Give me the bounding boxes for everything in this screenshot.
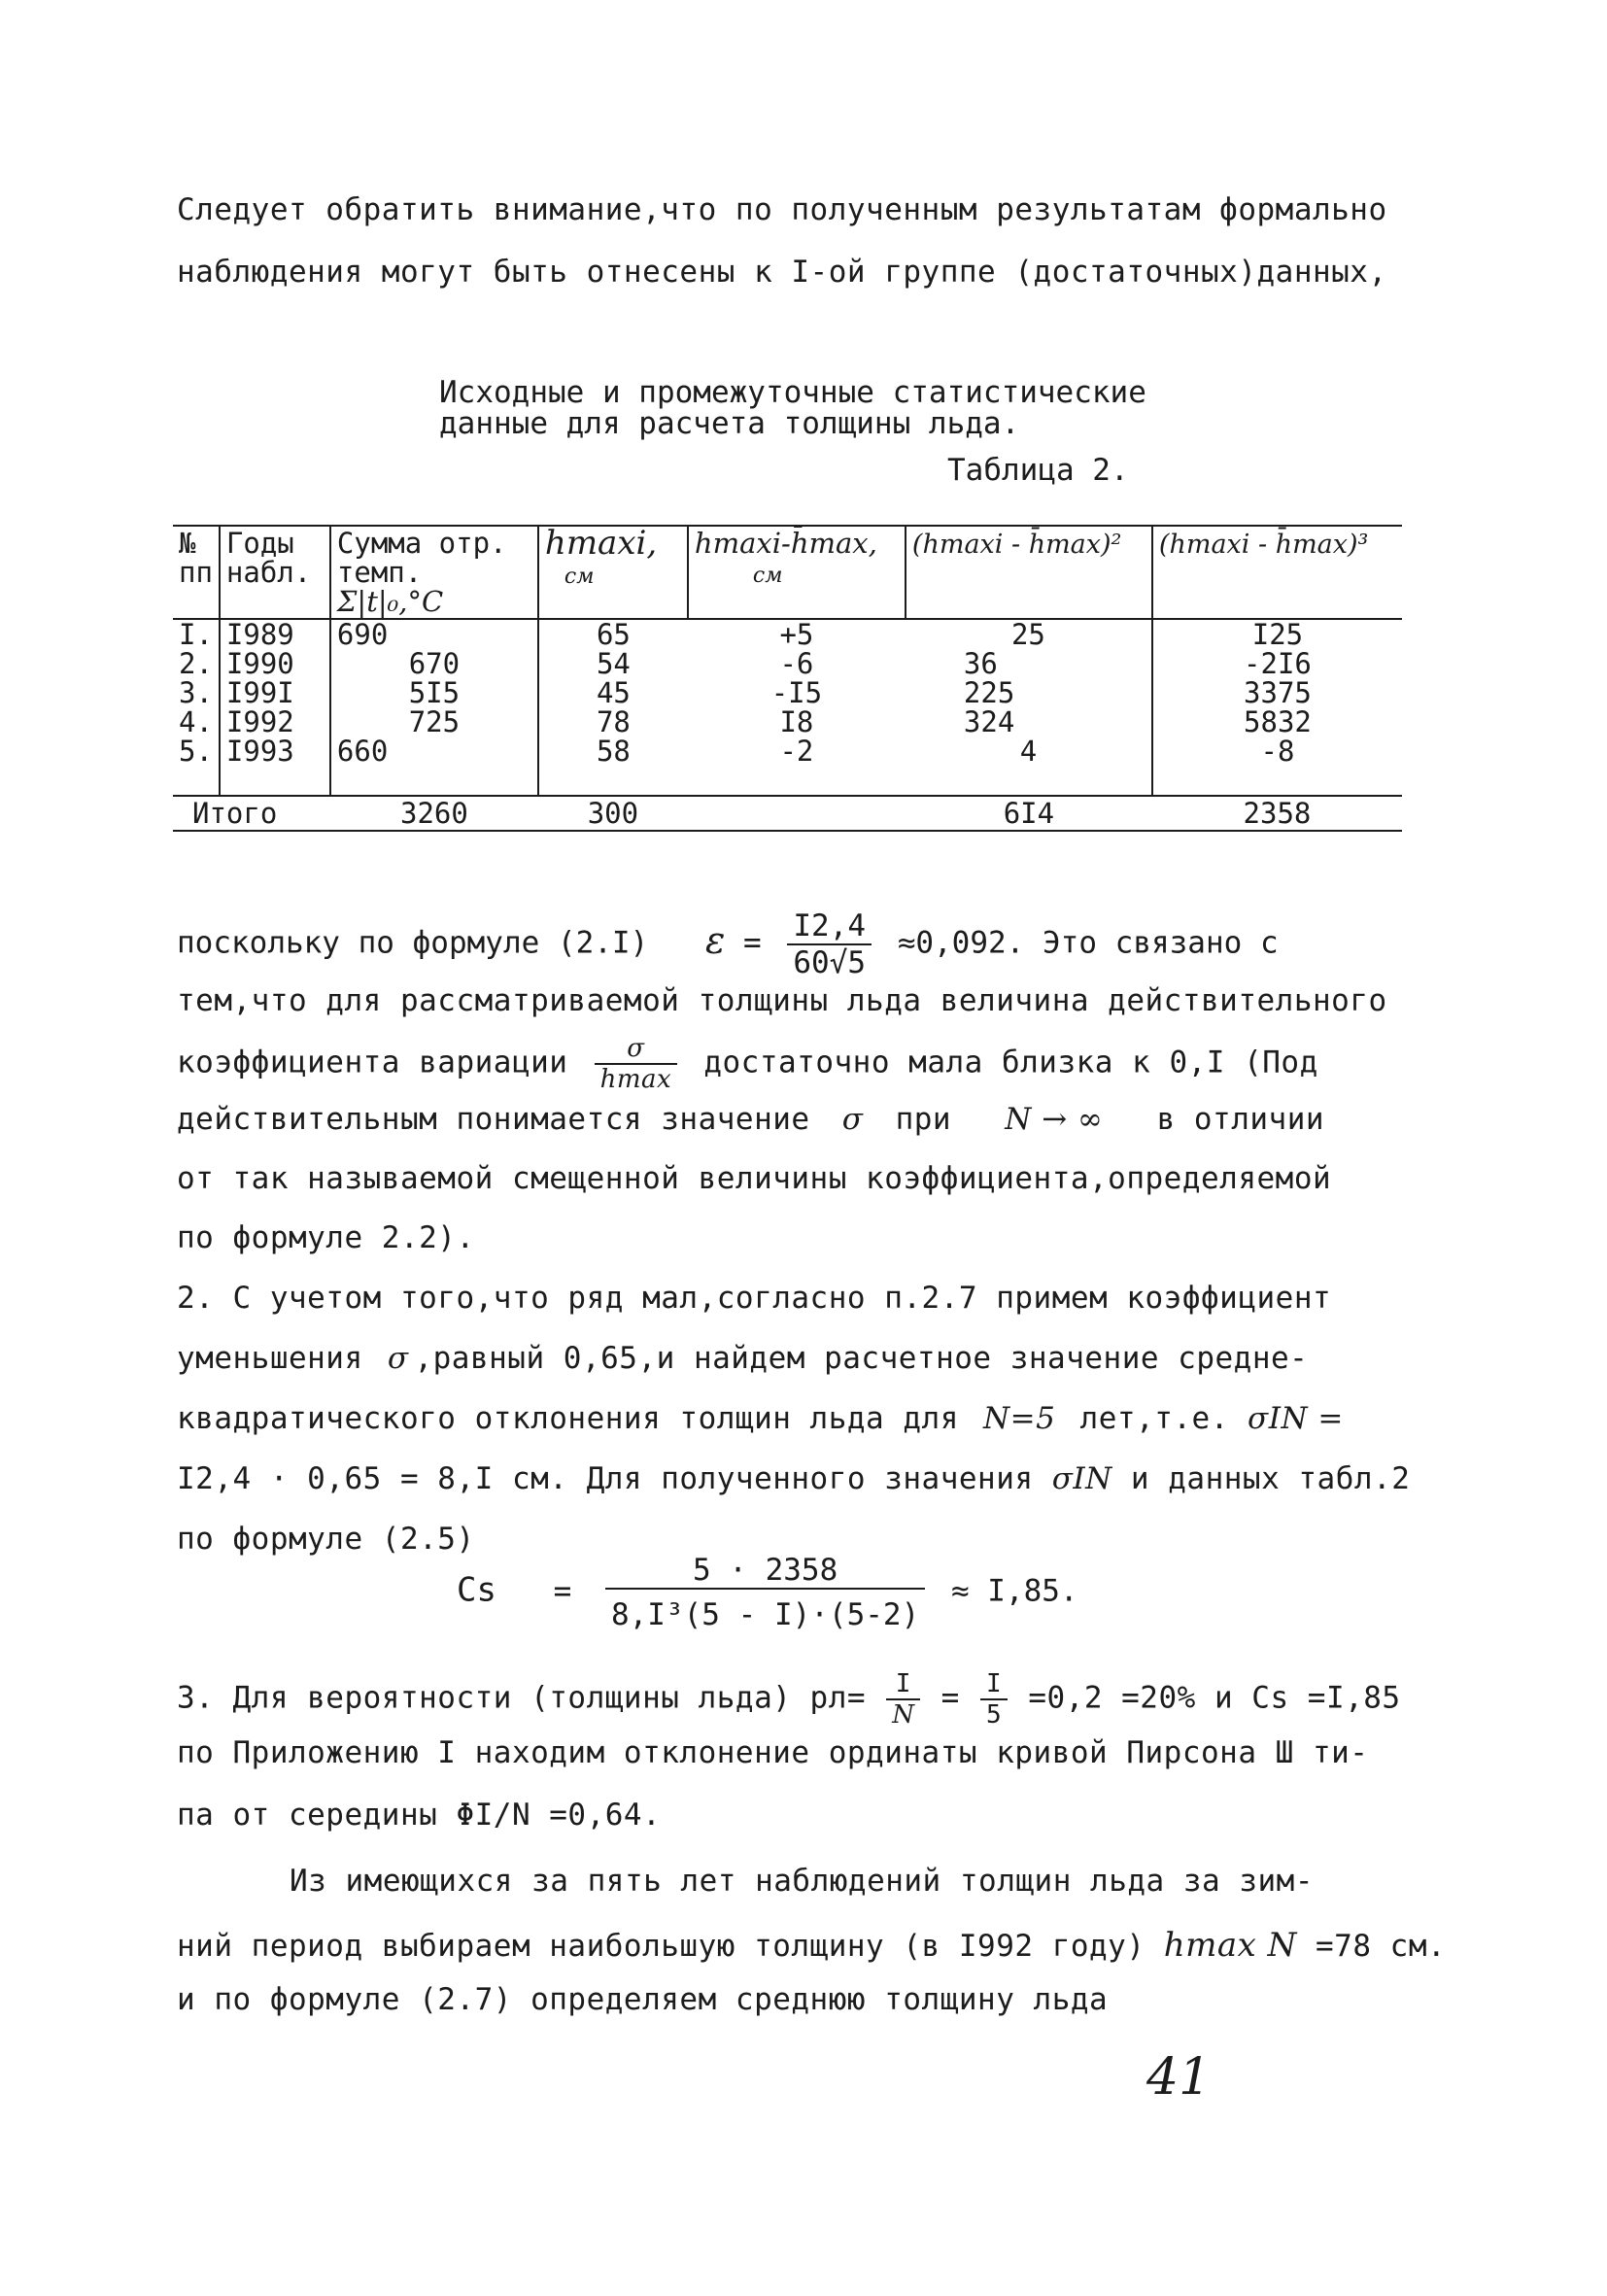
sigma-in-symbol: σIN = xyxy=(1248,1401,1344,1436)
hmax-n-symbol: hmax N xyxy=(1163,1926,1297,1965)
header-num: № пп xyxy=(179,527,213,589)
cell-year: I993 xyxy=(220,737,330,796)
table-row xyxy=(173,737,1402,796)
total-dev3: 2358 xyxy=(1243,797,1312,830)
page-number: 41 xyxy=(1146,2048,1212,2107)
text-span: ,равный 0,65,и найдем расчетное значение средне- xyxy=(414,1341,1309,1376)
total-h: 300 xyxy=(587,797,639,830)
cell-dev: -I5 xyxy=(770,676,823,709)
cell-h: 54 xyxy=(538,649,688,678)
text-line: наблюдения могут быть отнесены к I-ой группе (достаточных)данных, xyxy=(177,255,1387,290)
header-dev3 xyxy=(1152,526,1402,619)
header-sum-line: Σ|t|₀,°C xyxy=(336,585,444,618)
fraction-denominator: 8,I³(5 - I)·(5-2) xyxy=(610,1597,920,1632)
text-line: па от середины ΦI/N =0,64. xyxy=(177,1798,662,1833)
caption-line: Исходные и промежуточные статистические xyxy=(439,375,1146,410)
cell-num: 3. xyxy=(179,676,213,709)
text-span: ний период выбираем наибольшую толщину (в I992 году) xyxy=(177,1929,1145,1964)
table-label: Таблица 2. xyxy=(947,453,1129,488)
fraction-denominator: h̄max xyxy=(599,1065,672,1094)
cell-h: 58 xyxy=(538,737,688,796)
text-span: =78 см. xyxy=(1316,1929,1447,1964)
total-sum: 3260 xyxy=(400,797,468,830)
cell-year: I990 xyxy=(220,649,330,678)
formula-result: ≈0,092. Это связано с xyxy=(897,925,1279,961)
table-row xyxy=(173,707,1402,737)
text-span: I2,4 · 0,65 = 8,I см. Для полученного значения xyxy=(177,1461,1034,1496)
table-header-row xyxy=(173,526,1402,619)
text-span: уменьшения xyxy=(177,1341,363,1376)
cell-h: 65 xyxy=(538,619,688,649)
text-line xyxy=(177,1401,1344,1436)
text-span: 3. Для вероятности (толщины льда) pл= xyxy=(177,1680,867,1716)
cell-h: 78 xyxy=(538,707,688,737)
cell-dev3: I25 xyxy=(1152,619,1402,649)
sigma-symbol: σ xyxy=(387,1341,409,1376)
cell-num: 2. xyxy=(179,647,213,680)
prob-fraction xyxy=(886,1669,920,1730)
equals-sign: = xyxy=(940,1680,960,1716)
total-label: Итого xyxy=(192,797,278,830)
header-hmax xyxy=(538,526,688,619)
equals-sign: = xyxy=(553,1573,572,1609)
caption-line: данные для расчета толщины льда. xyxy=(439,406,1020,441)
fraction-numerator: I xyxy=(886,1669,920,1700)
text-line xyxy=(177,1926,1446,1965)
cell-dev2: 25 xyxy=(1010,618,1045,651)
cell-sum: 670 xyxy=(330,649,538,678)
header-sum-line: Сумма отр. xyxy=(336,527,507,560)
cell-dev: I8 xyxy=(779,705,814,738)
header-unit: см xyxy=(564,565,595,589)
cell-dev3: 3375 xyxy=(1152,678,1402,707)
cs-symbol: Cs xyxy=(457,1570,496,1610)
cell-dev3: 5832 xyxy=(1152,707,1402,737)
text-line xyxy=(177,1034,1318,1094)
fraction-denominator: 60√5 xyxy=(793,945,867,980)
cell-dev: -6 xyxy=(779,647,814,680)
cell-dev2: 324 xyxy=(963,705,1015,738)
formula-result: ≈ I,85. xyxy=(950,1573,1078,1609)
text-line: Следует обратить внимание,что по полученным результатам формально xyxy=(177,192,1387,227)
cell-num: I. xyxy=(179,618,213,651)
epsilon-fraction xyxy=(787,908,872,980)
header-unit: см xyxy=(752,564,783,588)
epsilon-formula xyxy=(177,908,1279,980)
cell-num: 5. xyxy=(179,735,213,768)
text-span: коэффициента вариации xyxy=(177,1045,568,1080)
header-dev3-label: (hmaxi - h̄max)³ xyxy=(1158,530,1369,560)
statistics-table xyxy=(173,525,1402,832)
cs-formula xyxy=(457,1553,1078,1632)
cell-sum: 5I5 xyxy=(330,678,538,707)
cell-dev: +5 xyxy=(779,618,814,651)
text-span: действительным понимается значение xyxy=(177,1102,810,1137)
text-span: квадратического отклонения толщин льда для xyxy=(177,1401,959,1436)
cell-year: I992 xyxy=(220,707,330,737)
header-dev2-label: (hmaxi - h̄max)² xyxy=(911,530,1122,560)
text-line: по формуле 2.2). xyxy=(177,1220,475,1255)
fraction-numerator: I xyxy=(980,1669,1008,1700)
n-value: N=5 xyxy=(983,1401,1056,1436)
fraction-numerator: σ xyxy=(595,1034,678,1065)
text-line xyxy=(177,1102,1324,1137)
fraction-denominator: 5 xyxy=(986,1700,1003,1730)
header-dev-label: hmaxi-h̄max, xyxy=(694,527,877,560)
header-dev2 xyxy=(906,526,1152,619)
cell-year: I989 xyxy=(220,619,330,649)
table-row xyxy=(173,619,1402,649)
text-span: достаточно мала близка к 0,I (Под xyxy=(703,1045,1318,1080)
cell-dev2: 36 xyxy=(963,647,998,680)
text-line: и по формуле (2.7) определяем среднюю толщину льда xyxy=(177,1982,1109,2017)
cell-sum: 690 xyxy=(330,619,538,649)
cell-sum: 725 xyxy=(330,707,538,737)
header-sum xyxy=(330,526,538,619)
text-span: лет,т.е. xyxy=(1079,1401,1229,1436)
cell-sum: 660 xyxy=(330,737,538,796)
text-line xyxy=(177,1461,1410,1496)
table-row xyxy=(173,649,1402,678)
fraction-numerator: I2,4 xyxy=(787,908,872,945)
equals-sign: = xyxy=(743,925,762,961)
header-hmax-label: hmaxi, xyxy=(544,524,658,563)
text-span: и данных табл.2 xyxy=(1130,1461,1411,1496)
cs-fraction xyxy=(605,1553,925,1632)
total-dev-empty xyxy=(688,796,906,831)
prob-fraction xyxy=(980,1669,1008,1730)
header-dev xyxy=(688,526,906,619)
formula-prefix: поскольку по формуле (2.I) xyxy=(177,925,649,961)
cell-num: 4. xyxy=(179,705,213,738)
fraction-numerator: 5 · 2358 xyxy=(605,1553,925,1590)
sigma-symbol: σ xyxy=(841,1102,864,1137)
cell-h: 45 xyxy=(538,678,688,707)
sigma-in-symbol: σIN xyxy=(1051,1461,1112,1496)
total-dev2: 6I4 xyxy=(1003,797,1055,830)
text-line: по Приложению I находим отклонение ординаты кривой Пирсона Ш ти- xyxy=(177,1735,1369,1770)
text-line: Из имеющихся за пять лет наблюдений толщин льда за зим- xyxy=(290,1864,1314,1899)
fraction-denominator: N xyxy=(892,1700,915,1730)
text-span: в отличии xyxy=(1156,1102,1325,1137)
cell-dev3: -8 xyxy=(1152,737,1402,796)
text-line xyxy=(177,1669,1401,1730)
table-row xyxy=(173,678,1402,707)
cv-fraction xyxy=(595,1034,678,1094)
cell-dev: -2 xyxy=(779,735,814,768)
text-line: 2. С учетом того,что ряд мал,согласно п.2.7 примем коэффициент xyxy=(177,1281,1332,1316)
text-line xyxy=(177,1341,1308,1376)
text-line: тем,что для рассматриваемой толщины льда величина действительного xyxy=(177,983,1387,1018)
text-span: при xyxy=(895,1102,952,1137)
header-years: Годы набл. xyxy=(220,526,330,619)
cell-dev2: 4 xyxy=(1019,735,1038,768)
n-infinity: N → ∞ xyxy=(1005,1102,1104,1137)
table-total-row xyxy=(173,796,1402,831)
cell-dev3: -2I6 xyxy=(1152,649,1402,678)
header-sum-line: темп. xyxy=(336,556,423,589)
text-line: по формуле (2.5) xyxy=(177,1522,475,1557)
text-span: =0,2 =20% и Cs =I,85 xyxy=(1028,1680,1401,1716)
text-line: от так называемой смещенной величины коэффициента,определяемой xyxy=(177,1161,1332,1196)
cell-year: I99I xyxy=(220,678,330,707)
cell-dev2: 225 xyxy=(963,676,1015,709)
epsilon-symbol: ε xyxy=(704,918,726,962)
